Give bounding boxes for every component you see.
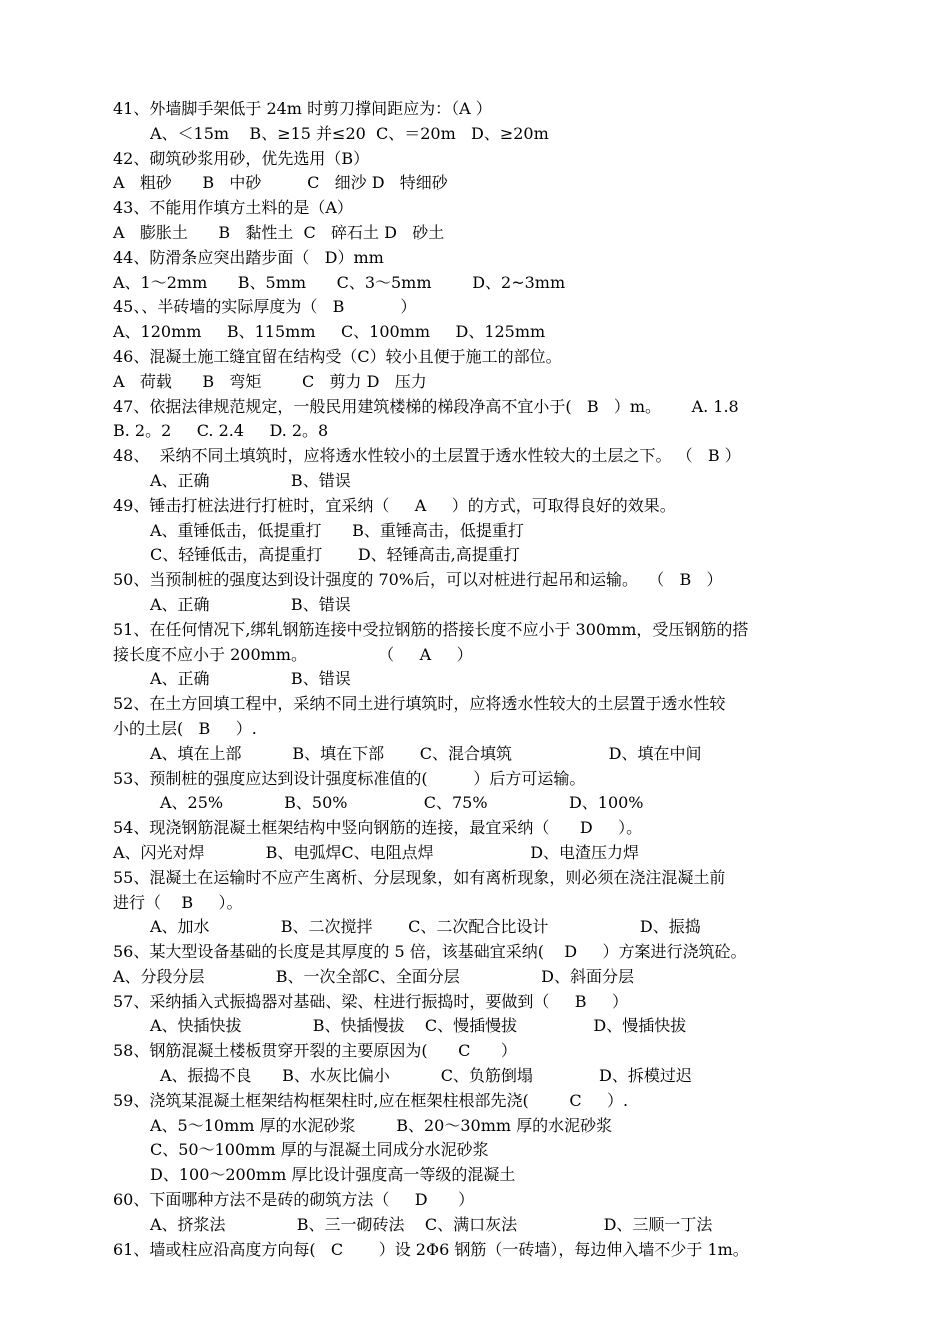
text-line: C、轻锤低击，高提重打 D、轻锤高击,高提重打 xyxy=(150,545,520,565)
text-line: 58、钢筋混凝土楼板贯穿开裂的主要原因为( C ） xyxy=(113,1041,517,1061)
document-body xyxy=(113,97,853,1262)
text-line: 59、浇筑某混凝土框架结构框架柱时,应在框架柱根部先浇( C ）. xyxy=(113,1090,629,1110)
text-line: 57、采纳插入式振捣器对基础、梁、柱进行振捣时，要做到（ B ） xyxy=(113,991,628,1011)
text-line: A、25% B、50% C、75% D、100% xyxy=(160,793,644,813)
text-line: A、填在上部 B、填在下部 C、混合填筑 D、填在中间 xyxy=(150,743,702,763)
text-line: A、1～2mm B、5mm C、3～5mm D、2~3mm xyxy=(113,272,566,292)
text-line: A 膨胀土 B 黏性土 C 碎石土 D 砂土 xyxy=(113,222,445,242)
text-line: A、5～10mm 厚的水泥砂浆 B、20～30mm 厚的水泥砂浆 xyxy=(150,1115,613,1135)
text-line: 61、墙或柱应沿高度方向每( C ）设 2Φ6 钢筋（一砖墙），每边伸入墙不少于 1m。 xyxy=(113,1239,749,1259)
text-line: A、加水 B、二次搅拌 C、二次配合比设计 D、振捣 xyxy=(150,917,701,937)
text-line: A、正确 B、错误 xyxy=(150,669,351,689)
text-line: 44、防滑条应突出踏步面（ D）mm xyxy=(113,247,384,267)
text-line: A、分段分层 B、一次全部C、全面分层 D、斜面分层 xyxy=(113,966,634,986)
text-line: A、挤浆法 B、三一砌砖法 C、满口灰法 D、三顺一丁法 xyxy=(150,1214,713,1234)
text-line: A、正确 B、错误 xyxy=(150,470,351,490)
text-line: 42、砌筑砂浆用砂，优先选用（B） xyxy=(113,148,370,168)
text-line: 进行（ B ）。 xyxy=(113,892,243,912)
text-line: 41、外墙脚手架低于 24m 时剪刀撑间距应为：（A ） xyxy=(113,99,492,118)
text-line: A、正确 B、错误 xyxy=(150,594,351,614)
text-line: A 荷载 B 弯矩 C 剪力 D 压力 xyxy=(113,371,427,391)
text-line: 43、不能用作填方土料的是（A） xyxy=(113,198,353,218)
text-line: A、重锤低击，低提重打 B、重锤高击，低提重打 xyxy=(150,520,524,540)
text-line: C、50～100mm 厚的与混凝土同成分水泥砂浆 xyxy=(150,1140,489,1160)
text-line: B. 2。2 C. 2.4 D. 2。8 xyxy=(113,421,329,441)
text-line: 接长度不应小于 200mm。 （ A ） xyxy=(113,644,473,664)
text-line: 55、混凝土在运输时不应产生离析、分层现象，如有离析现象，则必须在浇注混凝土前 xyxy=(113,867,726,887)
text-line: 50、当预制桩的强度达到设计强度的 70%后，可以对桩进行起吊和运输。 （ B ） xyxy=(113,570,723,590)
text-line: A、快插快拔 B、快插慢拔 C、慢插慢拔 D、慢插快拔 xyxy=(150,1016,687,1036)
text-line: A 粗砂 B 中砂 C 细沙 D 特细砂 xyxy=(113,173,448,193)
text-line: 54、现浇钢筋混凝土框架结构中竖向钢筋的连接，最宜采纳（ D ）。 xyxy=(113,818,643,838)
text-line: A、120mm B、115mm C、100mm D、125mm xyxy=(113,322,546,342)
text-line: 小的土层( B ）. xyxy=(113,718,257,738)
text-line: 53、预制桩的强度应达到设计强度标准值的( ）后方可运输。 xyxy=(113,768,586,788)
text-line: 52、在土方回填工程中，采纳不同土进行填筑时，应将透水性较大的土层置于透水性较 xyxy=(113,694,726,714)
text-line: A、＜15m B、≥15 并≤20 C、＝20m D、≥20m xyxy=(150,123,549,143)
text-line: 60、下面哪种方法不是砖的砌筑方法（ D ） xyxy=(113,1190,475,1210)
text-line: 47、依据法律规范规定，一般民用建筑楼梯的梯段净高不宜小于( B ）m。 A. 1.8 xyxy=(113,396,739,416)
text-line: A、闪光对焊 B、电弧焊C、电阻点焊 D、电渣压力焊 xyxy=(113,842,640,862)
text-line: A、振捣不良 B、水灰比偏小 C、负筋倒塌 D、拆模过迟 xyxy=(160,1066,692,1086)
text-line: 45、、半砖墙的实际厚度为（ B ） xyxy=(113,297,417,317)
text-line: D、100～200mm 厚比设计强度高一等级的混凝土 xyxy=(150,1165,516,1185)
text-line: 51、在任何情况下,绑轧钢筋连接中受拉钢筋的搭接长度不应小于 300mm，受压钢筋的搭 xyxy=(113,619,749,639)
text-line: 48、 采纳不同土填筑时，应将透水性较小的土层置于透水性较大的土层之下。 （ B ） xyxy=(113,446,741,466)
text-line: 46、混凝土施工缝宜留在结构受（C）较小且便于施工的部位。 xyxy=(113,346,562,366)
text-line: 49、锤击打桩法进行打桩时，宜采纳（ A ）的方式，可取得良好的效果。 xyxy=(113,495,676,515)
text-line: 56、某大型设备基础的长度是其厚度的 5 倍，该基础宜采纳( D ）方案进行浇筑砼。 xyxy=(113,942,747,962)
